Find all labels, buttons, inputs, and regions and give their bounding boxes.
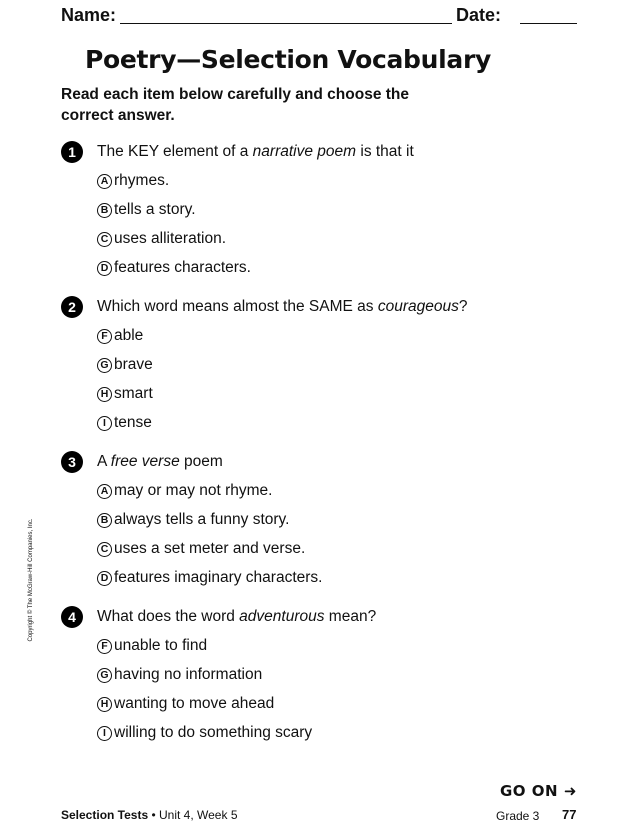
answer-option[interactable] bbox=[97, 355, 153, 375]
option-text: willing to do something scary bbox=[114, 724, 313, 741]
option-text: unable to find bbox=[114, 637, 208, 654]
question-text: A free verse poem bbox=[97, 453, 223, 470]
answer-option[interactable] bbox=[97, 384, 153, 404]
option-text: brave bbox=[114, 356, 153, 373]
option-text: uses a set meter and verse. bbox=[114, 540, 306, 557]
question-text: Which word means almost the SAME as courageous? bbox=[97, 298, 468, 315]
question-number-badge: 3 bbox=[61, 451, 83, 473]
option-text: always tells a funny story. bbox=[114, 511, 290, 528]
option-text: rhymes. bbox=[114, 172, 170, 189]
answer-bubble[interactable]: B bbox=[97, 203, 112, 218]
question-text: What does the word adventurous mean? bbox=[97, 608, 377, 625]
instructions: Read each item below carefully and choose the correct answer. bbox=[61, 86, 409, 124]
footer-grade: Grade 3 bbox=[496, 809, 540, 823]
answer-option[interactable] bbox=[97, 510, 289, 530]
answer-option[interactable] bbox=[97, 636, 207, 656]
answer-bubble[interactable]: D bbox=[97, 571, 112, 586]
date-blank-line[interactable] bbox=[520, 23, 577, 24]
option-text: uses alliteration. bbox=[114, 230, 227, 247]
copyright-notice: Copyright © The McGraw-Hill Companies, Inc. bbox=[28, 518, 34, 642]
answer-bubble[interactable]: D bbox=[97, 261, 112, 276]
answer-option[interactable] bbox=[97, 229, 226, 249]
option-text: having no information bbox=[114, 666, 263, 683]
answer-option[interactable] bbox=[97, 481, 273, 501]
unit-week-label: • Unit 4, Week 5 bbox=[148, 808, 238, 822]
answer-bubble[interactable]: I bbox=[97, 726, 112, 741]
answer-option[interactable] bbox=[97, 539, 305, 559]
name-label: Name: bbox=[61, 5, 117, 25]
answer-option[interactable] bbox=[97, 568, 322, 588]
page-number: 77 bbox=[562, 807, 577, 822]
answer-option[interactable] bbox=[97, 258, 251, 278]
option-text: may or may not rhyme. bbox=[114, 482, 273, 499]
footer-test-info bbox=[61, 808, 238, 822]
option-text: wanting to move ahead bbox=[114, 695, 275, 712]
answer-option[interactable] bbox=[97, 171, 169, 191]
answer-bubble[interactable]: F bbox=[97, 329, 112, 344]
answer-bubble[interactable]: G bbox=[97, 668, 112, 683]
answer-bubble[interactable]: I bbox=[97, 416, 112, 431]
option-text: tense bbox=[114, 414, 152, 431]
name-blank-line[interactable] bbox=[120, 23, 452, 24]
option-text: able bbox=[114, 327, 144, 344]
answer-bubble[interactable]: A bbox=[97, 174, 112, 189]
go-on-indicator: GO ON ➜ bbox=[500, 782, 577, 800]
answer-bubble[interactable]: A bbox=[97, 484, 112, 499]
answer-option[interactable] bbox=[97, 694, 274, 714]
question-number-badge: 2 bbox=[61, 296, 83, 318]
answer-option[interactable] bbox=[97, 723, 312, 743]
question-text: The KEY element of a narrative poem is that it bbox=[97, 143, 414, 160]
name-date-header bbox=[61, 4, 577, 26]
answer-option[interactable] bbox=[97, 326, 143, 346]
option-text: tells a story. bbox=[114, 201, 196, 218]
date-label: Date: bbox=[456, 5, 502, 25]
answer-bubble[interactable]: C bbox=[97, 542, 112, 557]
page-title: Poetry—Selection Vocabulary bbox=[84, 45, 492, 74]
answer-option[interactable] bbox=[97, 413, 152, 433]
question-number-badge: 1 bbox=[61, 141, 83, 163]
answer-bubble[interactable]: B bbox=[97, 513, 112, 528]
answer-bubble[interactable]: H bbox=[97, 387, 112, 402]
answer-bubble[interactable]: H bbox=[97, 697, 112, 712]
answer-option[interactable] bbox=[97, 200, 196, 220]
selection-tests-label: Selection Tests bbox=[61, 808, 149, 822]
answer-option[interactable] bbox=[97, 665, 262, 685]
option-text: features characters. bbox=[114, 259, 251, 276]
option-text: features imaginary characters. bbox=[114, 569, 323, 586]
option-text: smart bbox=[114, 385, 153, 402]
answer-bubble[interactable]: C bbox=[97, 232, 112, 247]
answer-bubble[interactable]: G bbox=[97, 358, 112, 373]
answer-bubble[interactable]: F bbox=[97, 639, 112, 654]
question-number-badge: 4 bbox=[61, 606, 83, 628]
